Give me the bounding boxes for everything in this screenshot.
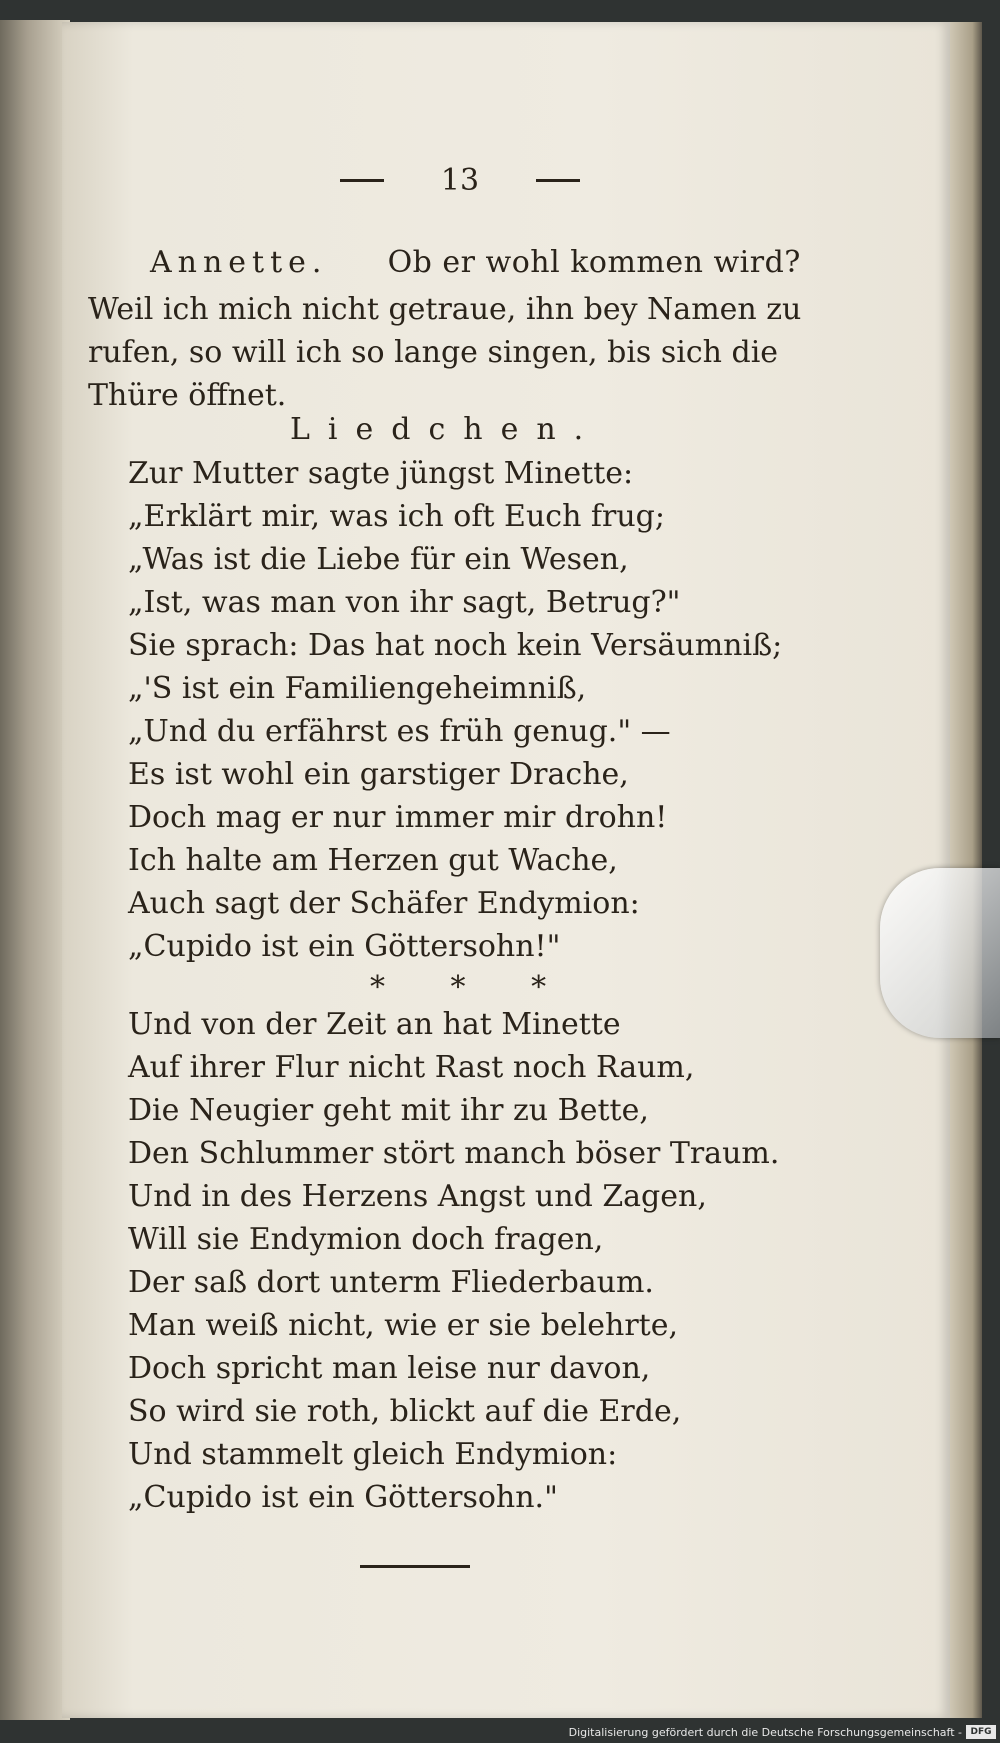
verse-line: Sie sprach: Das hat noch kein Versäumniß; bbox=[128, 628, 783, 663]
verse-line: „Ist, was man von ihr sagt, Betrug?" bbox=[128, 585, 681, 620]
verse-line: „Erklärt mir, was ich oft Euch frug; bbox=[128, 499, 665, 534]
prose-line-3: rufen, so will ich so lange singen, bis sich die bbox=[88, 335, 779, 370]
verse-line: „'S ist ein Familiengeheimniß, bbox=[128, 671, 587, 706]
footer-credit: Digitalisierung gefördert durch die Deutsche Forschungsgemeinschaft - bbox=[568, 1726, 962, 1739]
verse-line: „Und du erfährst es früh genug." — bbox=[128, 714, 671, 749]
verse-line: Doch spricht man leise nur davon, bbox=[128, 1351, 651, 1386]
prose-line-1: Ob er wohl kommen wird? bbox=[387, 245, 801, 280]
verse-line: Es ist wohl ein garstiger Drache, bbox=[128, 757, 629, 792]
dfg-logo: DFG bbox=[966, 1725, 996, 1739]
footer-bar bbox=[0, 1722, 1000, 1743]
song-heading: Liedchen. bbox=[290, 412, 602, 447]
verse-line: Man weiß nicht, wie er sie belehrte, bbox=[128, 1308, 679, 1343]
verse-line: So wird sie roth, blickt auf die Erde, bbox=[128, 1394, 682, 1429]
verse-line: Der saß dort unterm Fliederbaum. bbox=[128, 1265, 654, 1300]
section-asterisks: * * * bbox=[370, 970, 575, 1005]
header-dash-right bbox=[536, 179, 580, 182]
verse-line: „Cupido ist ein Göttersohn." bbox=[128, 1480, 558, 1515]
speaker-line bbox=[150, 245, 801, 280]
verse-line: Auf ihrer Flur nicht Rast noch Raum, bbox=[128, 1050, 695, 1085]
page-number: 13 bbox=[440, 162, 480, 198]
header-dash-left bbox=[340, 179, 384, 182]
verse-line: Und von der Zeit an hat Minette bbox=[128, 1007, 621, 1042]
speaker-name: Annette. bbox=[150, 245, 328, 280]
verse-line: Die Neugier geht mit ihr zu Bette, bbox=[128, 1093, 649, 1128]
prose-line-2: Weil ich mich nicht getraue, ihn bey Namen zu bbox=[88, 292, 802, 327]
verse-line: Doch mag er nur immer mir drohn! bbox=[128, 800, 668, 835]
verse-line: Und stammelt gleich Endymion: bbox=[128, 1437, 618, 1472]
verse-line: „Cupido ist ein Göttersohn!" bbox=[128, 929, 561, 964]
verse-line: Den Schlummer stört manch böser Traum. bbox=[128, 1136, 780, 1171]
verse-line: Auch sagt der Schäfer Endymion: bbox=[128, 886, 640, 921]
book-spine bbox=[0, 20, 70, 1720]
verse-line: Ich halte am Herzen gut Wache, bbox=[128, 843, 618, 878]
page-header bbox=[340, 160, 580, 200]
verse-line: Zur Mutter sagte jüngst Minette: bbox=[128, 456, 634, 491]
verse-line: Will sie Endymion doch fragen, bbox=[128, 1222, 604, 1257]
verse-line: „Was ist die Liebe für ein Wesen, bbox=[128, 542, 629, 577]
end-rule bbox=[360, 1565, 470, 1568]
prose-line-4: Thüre öffnet. bbox=[88, 378, 287, 413]
verse-line: Und in des Herzens Angst und Zagen, bbox=[128, 1179, 707, 1214]
page-clip bbox=[880, 868, 1000, 1038]
